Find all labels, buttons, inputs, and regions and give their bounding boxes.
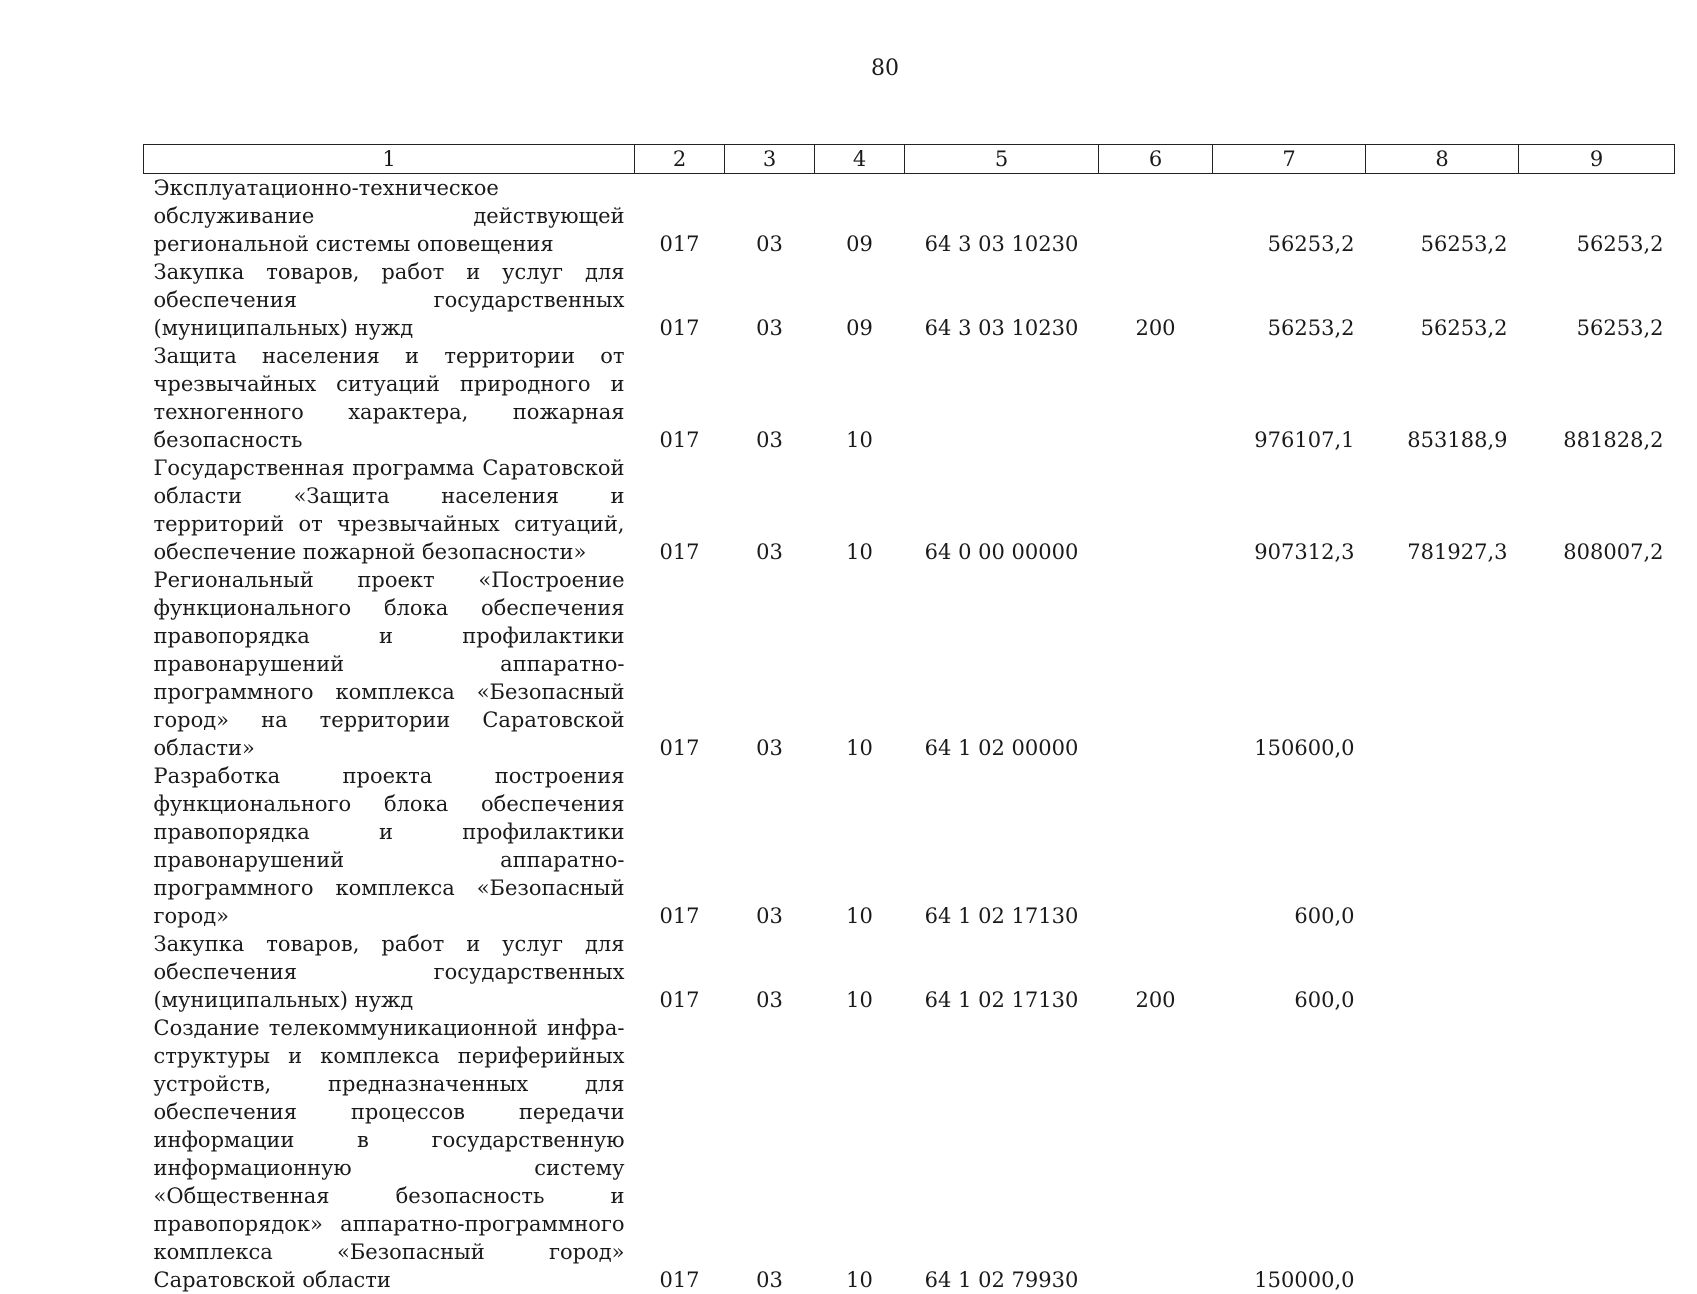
cell-amount-9 (1519, 930, 1675, 1014)
table-row (144, 342, 1675, 454)
column-header-9: 9 (1519, 145, 1675, 174)
cell-amount-8: 781927,3 (1366, 454, 1519, 566)
row-description: Разработка проекта построения функционального блока обеспечения правопорядка и профилактики правонарушений аппаратно-программного комплекса «Безопасный город» (144, 762, 635, 930)
cell-code-5 (905, 342, 1099, 454)
cell-code-2: 017 (635, 762, 725, 930)
column-header-8: 8 (1366, 145, 1519, 174)
row-description: Региональный проект «Построение функционального блока обеспечения правопорядка и профилактики правонарушений аппаратно-программного комплекса «Безопасный город» на территории Саратовской области» (144, 566, 635, 762)
cell-code-3: 03 (725, 1014, 815, 1294)
table-row (144, 1014, 1675, 1294)
cell-amount-8 (1366, 762, 1519, 930)
cell-code-4: 10 (815, 566, 905, 762)
cell-amount-8 (1366, 930, 1519, 1014)
column-header-7: 7 (1213, 145, 1366, 174)
row-description: Защита населения и территории от чрезвычайных ситуаций природного и техногенного характера, пожарная безопасность (144, 342, 635, 454)
cell-code-3: 03 (725, 174, 815, 259)
row-description: Закупка товаров, работ и услуг для обеспечения государственных (муниципальных) нужд (144, 258, 635, 342)
cell-code-6 (1099, 454, 1213, 566)
row-description: Эксплуатационно-техническое обслуживание действующей региональной системы оповещения (144, 174, 635, 259)
column-header-6: 6 (1099, 145, 1213, 174)
cell-code-6 (1099, 566, 1213, 762)
row-description: Закупка товаров, работ и услуг для обеспечения государственных (муниципальных) нужд (144, 930, 635, 1014)
cell-code-4: 10 (815, 454, 905, 566)
table-body (144, 174, 1675, 1294)
cell-amount-7: 600,0 (1213, 930, 1366, 1014)
cell-code-3: 03 (725, 762, 815, 930)
column-header-3: 3 (725, 145, 815, 174)
cell-code-5: 64 0 00 00000 (905, 454, 1099, 566)
table-row (144, 762, 1675, 930)
cell-code-2: 017 (635, 930, 725, 1014)
cell-code-3: 03 (725, 258, 815, 342)
cell-code-3: 03 (725, 566, 815, 762)
cell-code-6: 200 (1099, 258, 1213, 342)
cell-amount-7: 600,0 (1213, 762, 1366, 930)
cell-code-2: 017 (635, 1014, 725, 1294)
cell-code-5: 64 1 02 00000 (905, 566, 1099, 762)
cell-code-4: 10 (815, 1014, 905, 1294)
cell-code-2: 017 (635, 342, 725, 454)
cell-code-4: 10 (815, 762, 905, 930)
cell-code-3: 03 (725, 454, 815, 566)
cell-code-2: 017 (635, 454, 725, 566)
table-row (144, 454, 1675, 566)
cell-code-2: 017 (635, 174, 725, 259)
cell-code-2: 017 (635, 258, 725, 342)
cell-amount-8: 56253,2 (1366, 258, 1519, 342)
cell-amount-8 (1366, 1014, 1519, 1294)
cell-code-6 (1099, 762, 1213, 930)
cell-code-5: 64 3 03 10230 (905, 258, 1099, 342)
table-header (144, 145, 1675, 174)
table-row (144, 174, 1675, 259)
cell-amount-7: 56253,2 (1213, 174, 1366, 259)
cell-amount-9 (1519, 762, 1675, 930)
table-row (144, 930, 1675, 1014)
cell-amount-7: 150600,0 (1213, 566, 1366, 762)
cell-code-4: 10 (815, 342, 905, 454)
cell-code-2: 017 (635, 566, 725, 762)
cell-code-3: 03 (725, 342, 815, 454)
cell-amount-7: 56253,2 (1213, 258, 1366, 342)
column-header-4: 4 (815, 145, 905, 174)
column-header-5: 5 (905, 145, 1099, 174)
column-header-2: 2 (635, 145, 725, 174)
cell-amount-7: 907312,3 (1213, 454, 1366, 566)
cell-amount-9: 881828,2 (1519, 342, 1675, 454)
table-row (144, 258, 1675, 342)
table-row (144, 566, 1675, 762)
cell-amount-8: 56253,2 (1366, 174, 1519, 259)
cell-code-4: 10 (815, 930, 905, 1014)
cell-code-6 (1099, 174, 1213, 259)
row-description: Государственная программа Саратовской области «Защита населения и территорий от чрезвычайных ситуаций, обеспечение пожарной безопасности» (144, 454, 635, 566)
cell-amount-9: 56253,2 (1519, 174, 1675, 259)
cell-amount-8: 853188,9 (1366, 342, 1519, 454)
cell-code-3: 03 (725, 930, 815, 1014)
cell-code-5: 64 1 02 79930 (905, 1014, 1099, 1294)
page-number: 80 (0, 56, 1697, 82)
cell-code-4: 09 (815, 258, 905, 342)
row-description: Создание телекоммуникационной инфраструктуры и комплекса периферийных устройств, предназначенных для обеспечения процессов передачи информации в государственную информационную систему «Общественная безопасность и правопорядок» аппаратно-программного комплекса «Безопасный город» Саратовской области (144, 1014, 635, 1294)
cell-code-6 (1099, 1014, 1213, 1294)
budget-table (143, 144, 1675, 1294)
cell-code-5: 64 1 02 17130 (905, 930, 1099, 1014)
cell-code-6 (1099, 342, 1213, 454)
header-row (144, 145, 1675, 174)
cell-amount-9: 56253,2 (1519, 258, 1675, 342)
cell-code-6: 200 (1099, 930, 1213, 1014)
cell-amount-7: 150000,0 (1213, 1014, 1366, 1294)
cell-amount-9 (1519, 566, 1675, 762)
column-header-1: 1 (144, 145, 635, 174)
cell-code-5: 64 3 03 10230 (905, 174, 1099, 259)
cell-amount-7: 976107,1 (1213, 342, 1366, 454)
cell-code-5: 64 1 02 17130 (905, 762, 1099, 930)
cell-amount-9: 808007,2 (1519, 454, 1675, 566)
cell-amount-8 (1366, 566, 1519, 762)
cell-amount-9 (1519, 1014, 1675, 1294)
cell-code-4: 09 (815, 174, 905, 259)
